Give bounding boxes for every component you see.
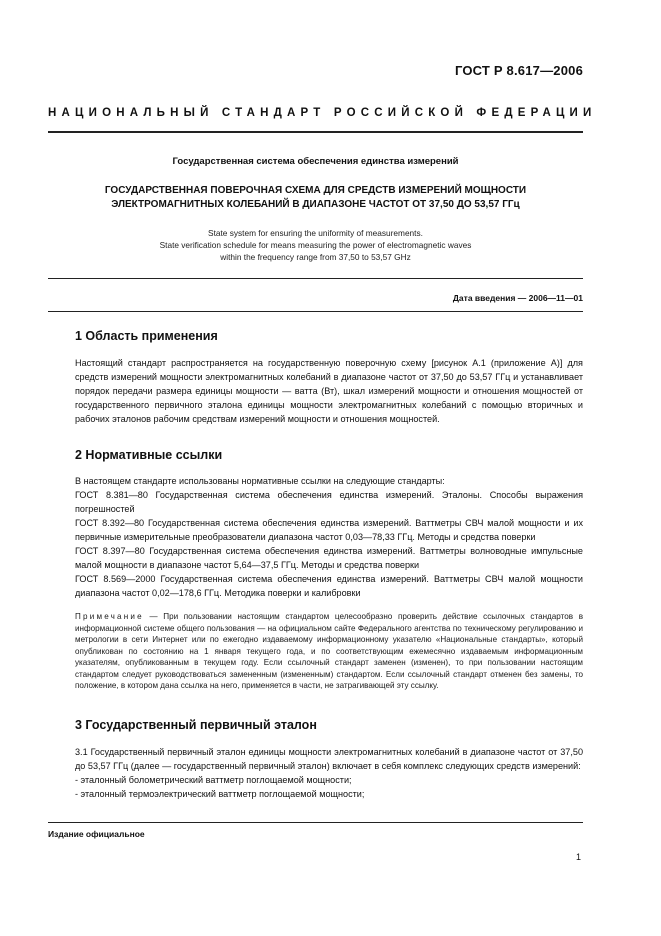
english-title-line: within the frequency range from 37,50 to 53,57 GHz	[220, 252, 411, 262]
section-2-intro: В настоящем стандарте использованы нормативные ссылки на следующие стандарты:	[75, 476, 445, 486]
section-3-paragraph: 3.1 Государственный первичный эталон единицы мощности электромагнитных колебаний в диапазоне частот от 37,50 до 53,57 ГГц (далее — государственный первичный эталон) включает в себя комплекс следующих средств измерений:	[75, 747, 583, 771]
reference-item: ГОСТ 8.397—80 Государственная система обеспечения единства измерений. Ваттметры волноводные импульсные малой мощности в диапазоне частот 5,64—37,5 ГГц. Методы и средства поверки	[75, 546, 583, 570]
page-number: 1	[575, 852, 581, 862]
reference-item: ГОСТ 8.569—2000 Государственная система обеспечения единства измерений. Ваттметры СВЧ малой мощности диапазона частот 0,02—178,6 ГГц. Методика поверки и калибровки	[75, 574, 583, 598]
standard-banner: НАЦИОНАЛЬНЫЙ СТАНДАРТ РОССИЙСКОЙ ФЕДЕРАЦИИ	[48, 107, 597, 119]
section-3-body	[75, 745, 583, 801]
footer-divider	[48, 822, 583, 823]
edition-label: Издание официальное	[48, 829, 145, 839]
main-title	[48, 184, 583, 212]
title-divider	[48, 278, 583, 279]
note-label: Примечание	[75, 612, 144, 621]
english-title	[48, 227, 583, 263]
english-title-line: State verification schedule for means measuring the power of electromagnetic waves	[159, 240, 472, 250]
section-2-heading: 2 Нормативные ссылки	[75, 448, 223, 462]
reference-item: ГОСТ 8.381—80 Государственная система обеспечения единства измерений. Эталоны. Способы выражения погрешностей	[75, 490, 583, 514]
section-1-paragraph: Настоящий стандарт распространяется на государственную поверочную схему [рисунок А.1 (приложение А)] для средств измерений мощности электромагнитных колебаний в диапазоне частот от 37,50 до 53,57 ГГц и устанавливает порядок передачи размера единицы мощности — ватта (Вт), шкал измерений мощности и отношения мощностей от государственного первичного эталона единицы мощности электромагнитных колебаний с помощью вторичных и рабочих эталонов рабочим средствам измерений мощности и отношения мощностей.	[75, 358, 583, 424]
main-title-line: ЭЛЕКТРОМАГНИТНЫХ КОЛЕБАНИЙ В ДИАПАЗОНЕ ЧАСТОТ ОТ 37,50 ДО 53,57 ГГц	[111, 199, 520, 210]
list-item: - эталонный термоэлектрический ваттметр поглощаемой мощности;	[75, 789, 365, 799]
section-1-body	[75, 356, 583, 426]
document-id: ГОСТ Р 8.617—2006	[454, 63, 583, 78]
section-2-note	[75, 611, 583, 692]
date-divider	[48, 311, 583, 312]
main-title-line: ГОСУДАРСТВЕННАЯ ПОВЕРОЧНАЯ СХЕМА ДЛЯ СРЕДСТВ ИЗМЕРЕНИЙ МОЩНОСТИ	[104, 185, 527, 196]
list-item: - эталонный болометрический ваттметр поглощаемой мощности;	[75, 775, 352, 785]
note-text: — При пользовании настоящим стандартом целесообразно проверить действие ссылочных стандартов в информационной системе общего пользования — на официальном сайте Федерального агентства по техническому регулированию и метрологии в сети Интернет или по ежегодно издаваемому информационному указателю «Национальные стандарты», который опубликован по состоянию на 1 января текущего года, и по соответствующим ежемесячно издаваемым информационным указателям, опубликованным в текущем году. Если ссылочный стандарт заменен (изменен), то при пользовании настоящим стандартом следует руководствоваться замененным (измененным) стандартом. Если ссылочный стандарт отменен без замены, то положение, в котором дана ссылка на него, применяется в части, не затрагивающей эту ссылку.	[75, 612, 583, 690]
system-title: Государственная система обеспечения единства измерений	[172, 156, 459, 167]
header-divider	[48, 131, 583, 133]
english-title-line: State system for ensuring the uniformity of measurements.	[208, 228, 423, 238]
section-1-heading: 1 Область применения	[75, 329, 218, 343]
introduction-date: Дата введения — 2006—11—01	[452, 293, 583, 303]
reference-item: ГОСТ 8.392—80 Государственная система обеспечения единства измерений. Ваттметры СВЧ малой мощности и их первичные измерительные преобразователи диапазона частот 0,03—78,33 ГГц. Методы и средства поверки	[75, 518, 583, 542]
section-2-body	[75, 474, 583, 600]
section-3-heading: 3 Государственный первичный эталон	[75, 718, 317, 732]
